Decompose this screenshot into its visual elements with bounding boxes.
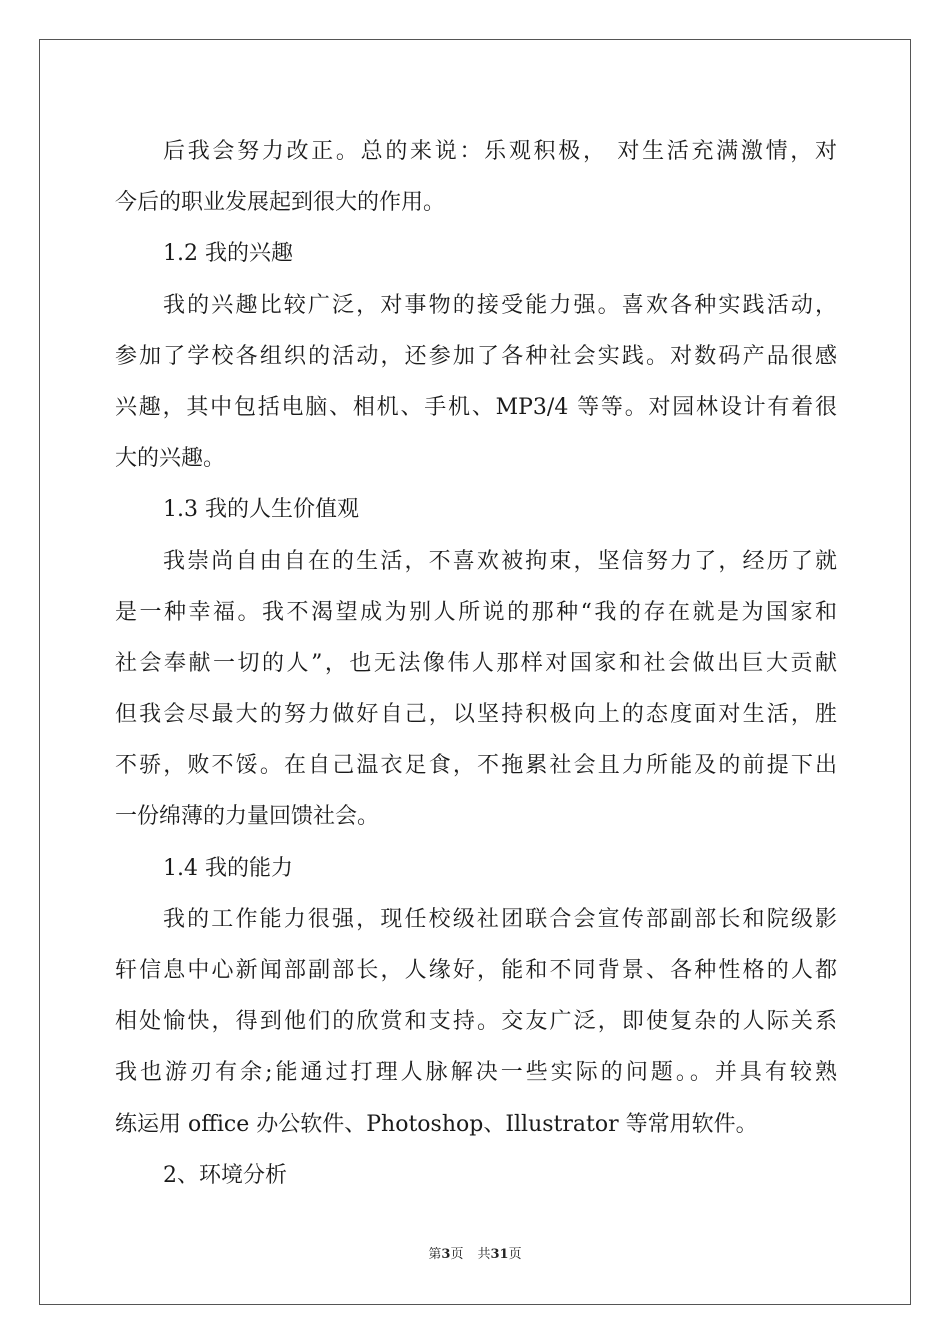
- text-line: 2、环境分析: [163, 1162, 287, 1188]
- text-line: 轩信息中心新闻部副部长，人缘好，能和不同背景、各种性格的人都: [115, 958, 837, 983]
- page-footer: [0, 1245, 950, 1265]
- text-line: 我的兴趣比较广泛，对事物的接受能力强。喜欢各种实践活动，: [163, 292, 837, 318]
- text-line: 大的兴趣。: [115, 446, 226, 472]
- text-line: 我的工作能力很强，现任校级社团联合会宣传部副部长和院级影: [163, 906, 837, 932]
- footer-page-suffix: 页: [450, 1247, 464, 1262]
- footer-page-number: 3: [441, 1247, 451, 1262]
- footer-page-prefix: 第: [428, 1247, 442, 1262]
- footer-total-pages: 31: [490, 1247, 509, 1262]
- footer-total-suffix: 页: [508, 1247, 522, 1262]
- document-body: [115, 126, 837, 1201]
- text-line: 一份绵薄的力量回馈社会。: [115, 804, 380, 830]
- text-line: 今后的职业发展起到很大的作用。: [115, 190, 446, 216]
- text-line: 后我会努力改正。总的来说：乐观积极， 对生活充满激情，对: [163, 139, 837, 164]
- text-line: 参加了学校各组织的活动，还参加了各种社会实践。对数码产品很感: [115, 343, 837, 369]
- text-line: 但我会尽最大的努力做好自己，以坚持积极向上的态度面对生活，胜: [115, 702, 837, 728]
- text-line: 1.3 我的人生价值观: [163, 497, 359, 523]
- footer-total-prefix: 共: [477, 1247, 491, 1262]
- text-line: 1.2 我的兴趣: [163, 241, 293, 267]
- text-line: 我崇尚自由自在的生活，不喜欢被拘束，坚信努力了，经历了就: [163, 548, 837, 574]
- text-line: 相处愉快，得到他们的欣赏和支持。交友广泛，即使复杂的人际关系: [115, 1009, 837, 1035]
- text-line: 1.4 我的能力: [163, 855, 293, 881]
- text-line: 是一种幸福。我不渴望成为别人所说的那种“我的存在就是为国家和: [115, 599, 837, 625]
- text-line: 社会奉献一切的人”，也无法像伟人那样对国家和社会做出巨大贡献: [115, 650, 837, 676]
- text-line: 练运用 office 办公软件、Photoshop、Illustrator 等常用软件。: [115, 1111, 758, 1137]
- text-line: 我也游刃有余;能通过打理人脉解决一些实际的问题。。并具有较熟: [115, 1060, 837, 1086]
- text-line: 不骄，败不馁。在自己温衣足食，不拖累社会且力所能及的前提下出: [115, 753, 837, 779]
- text-line: 兴趣，其中包括电脑、相机、手机、MP3/4 等等。对园林设计有着很: [115, 394, 837, 420]
